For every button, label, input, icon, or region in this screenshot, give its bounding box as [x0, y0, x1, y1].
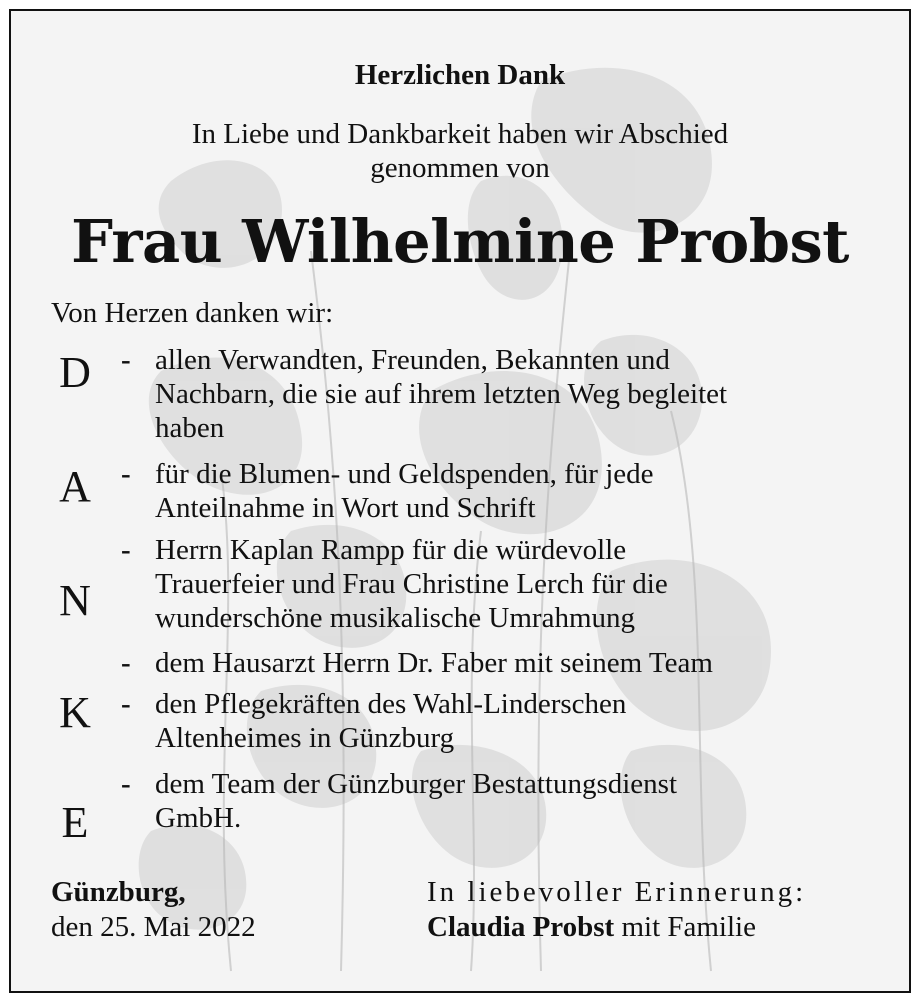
thanks-item-line: Nachbarn, die sie auf ihrem letzten Weg begleitet — [155, 378, 728, 410]
danke-letter-e: E — [61, 798, 89, 847]
place-name: Günzburg, — [51, 876, 186, 908]
thanks-item-line: haben — [155, 412, 225, 444]
signature-block — [427, 875, 806, 945]
thanks-item-line: dem Team der Günzburger Bestattungsdienst — [155, 768, 677, 800]
thanks-item-line: GmbH. — [155, 802, 242, 834]
place-and-date — [51, 875, 256, 945]
list-dash: - — [121, 768, 131, 800]
thanks-intro: Von Herzen danken wir: — [51, 297, 334, 329]
notice-date: den 25. Mai 2022 — [51, 911, 256, 943]
intro-line: In Liebe und Dankbarkeit haben wir Abschied — [191, 118, 729, 150]
thanks-item-line: Altenheimes in Günzburg — [155, 722, 455, 754]
list-dash: - — [121, 647, 131, 679]
deceased-name: Frau Wilhelmine Probst — [71, 207, 849, 276]
thanks-item-line: dem Hausarzt Herrn Dr. Faber mit seinem Team — [155, 647, 713, 679]
danke-letter-k: K — [59, 688, 91, 737]
thanks-item-line: wunderschöne musikalische Umrahmung — [155, 602, 636, 634]
danke-letter-n: N — [59, 576, 91, 625]
thanks-item — [121, 533, 881, 635]
thanks-item — [121, 646, 881, 680]
thanks-item — [121, 457, 881, 525]
list-dash: - — [121, 458, 131, 490]
intro-line: genommen von — [370, 152, 550, 184]
thanks-item — [121, 767, 881, 835]
notice-heading: Herzlichen Dank — [354, 59, 566, 91]
intro-text — [11, 117, 909, 185]
signer-name: Claudia Probst — [427, 911, 615, 943]
signer-line — [427, 910, 806, 945]
thanks-item — [121, 687, 881, 755]
danke-letter-d: D — [59, 348, 91, 397]
memory-line: In liebevoller Erinnerung: — [427, 876, 807, 908]
danke-letter-a: A — [59, 462, 91, 511]
list-dash: - — [121, 344, 131, 376]
thanks-item — [121, 343, 881, 445]
thanks-item-line: Anteilnahme in Wort und Schrift — [155, 492, 536, 524]
notice-content — [11, 11, 909, 991]
thanks-item-line: für die Blumen- und Geldspenden, für jede — [155, 458, 654, 490]
list-dash: - — [121, 688, 131, 720]
signer-suffix: mit Familie — [614, 911, 756, 943]
list-dash: - — [121, 534, 131, 566]
thanks-item-line: allen Verwandten, Freunden, Bekannten und — [155, 344, 670, 376]
thanks-item-line: den Pflegekräften des Wahl-Linderschen — [155, 688, 627, 720]
thanks-item-line: Trauerfeier und Frau Christine Lerch für die — [155, 568, 668, 600]
thanks-item-line: Herrn Kaplan Rampp für die würdevolle — [155, 534, 627, 566]
obituary-card — [9, 9, 911, 993]
